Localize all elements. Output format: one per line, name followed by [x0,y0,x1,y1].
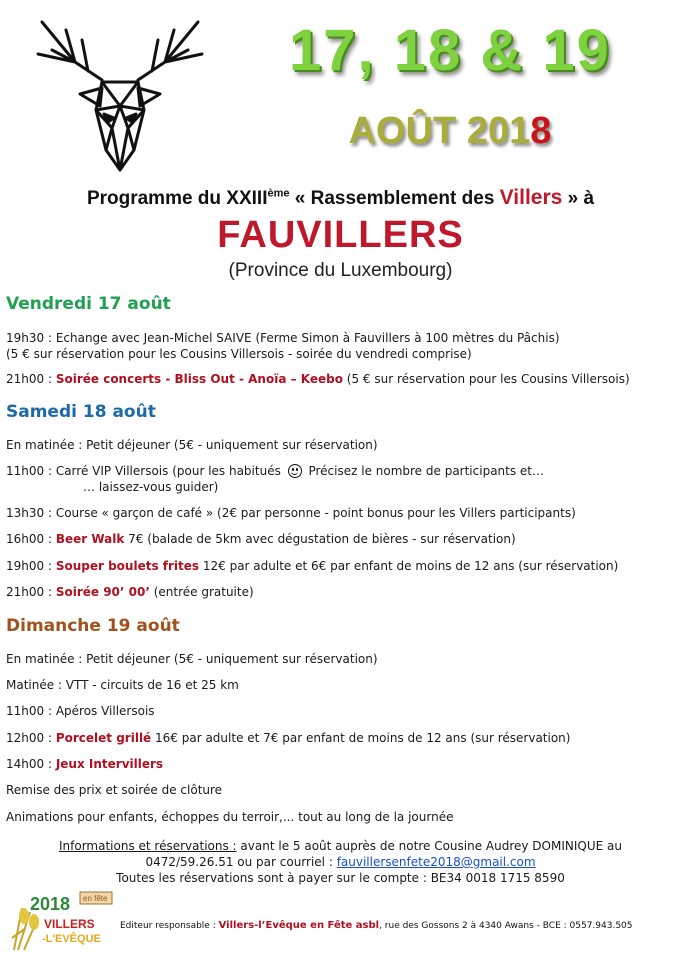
event-dates: 17, 18 & 19 [289,18,611,83]
list-item: En matinée : Petit déjeuner (5€ - uniquement sur réservation) [6,652,378,666]
list-item: 19h00 : Souper boulets frites 12€ par adulte et 6€ par enfant de moins de 12 ans (sur réservation) [6,559,619,573]
day-heading-saturday: Samedi 18 août [6,402,156,422]
logo-badge: en fête [83,894,108,903]
list-item: 11h00 : Carré VIP Villersois (pour les habitués Précisez le nombre de participants et… … laissez-vous guider) [6,464,545,494]
smiley-icon [288,464,302,478]
list-item: Animations pour enfants, échoppes du terroir,... tout au long de la journée [6,810,454,824]
deer-head-logo [30,10,210,178]
list-item: 13h30 : Course « garçon de café » (2€ par personne - point bonus pour les Villers participants) [6,506,576,520]
list-item: En matinée : Petit déjeuner (5€ - uniquement sur réservation) [6,438,378,452]
list-item: Remise des prix et soirée de clôture [6,783,223,797]
list-item: 21h00 : Soirée concerts - Bliss Out - Anoïa – Keebo (5 € sur réservation pour les Cousins Villersois) [6,372,630,386]
list-item: 21h00 : Soirée 90’ 00’ (entrée gratuite) [6,585,254,599]
bank-account-line: Toutes les réservations sont à payer sur le compte : BE34 0018 1715 8590 [116,871,565,885]
list-item: 19h30 : Echange avec Jean-Michel SAIVE (Ferme Simon à Fauvillers à 100 mètres du Pâchis) (5 € sur réservation pour les Cousins Villersois - soirée du vendredi comprise) [6,331,560,361]
list-item: Matinée : VTT - circuits de 16 et 25 km [6,678,239,692]
editor-line: Editeur responsable : Villers-l’Evêque en Fête asbl, rue des Gossons 2 à 4340 Awans - BCE : 0557.943.505 [120,920,633,931]
day-heading-sunday: Dimanche 19 août [6,616,180,636]
logo-name-2: -L'EVÊQUE [42,933,101,945]
info-block: Informations et réservations : avant le 5 août auprès de notre Cousine Audrey DOMINIQUE au 0472/59.26.51 ou par courriel : fauvillersenfete2018@gmail.com Toutes les réservations sont à payer sur le compte : BE34 0018 1715 8590 [0,838,681,886]
day-heading-friday: Vendredi 17 août [6,294,171,314]
email-link[interactable]: fauvillersenfete2018@gmail.com [336,855,536,869]
villers-word: Villers [499,186,563,209]
event-month [270,112,630,150]
month-last-digit: 8 [530,110,552,152]
villers-leveque-logo [8,888,120,954]
logo-year: 2018 [30,894,71,914]
list-item: 11h00 : Apéros Villersois [6,704,155,718]
programme-title: Programme du XXIIIème « Rassemblement des Villers » à [86,186,595,209]
logo-name-1: VILLERS [44,917,95,931]
list-item: 14h00 : Jeux Intervillers [6,757,164,771]
month-text: AOÛT 201 [348,110,531,152]
info-label: Informations et réservations : [59,839,237,853]
town-name: FAUVILLERS [217,214,464,256]
list-item: 16h00 : Beer Walk 7€ (balade de 5km avec dégustation de bières - sur réservation) [6,532,516,546]
province: (Province du Luxembourg) [228,260,453,281]
list-item: 12h00 : Porcelet grillé 16€ par adulte et 7€ par enfant de moins de 12 ans (sur réservation) [6,731,571,745]
